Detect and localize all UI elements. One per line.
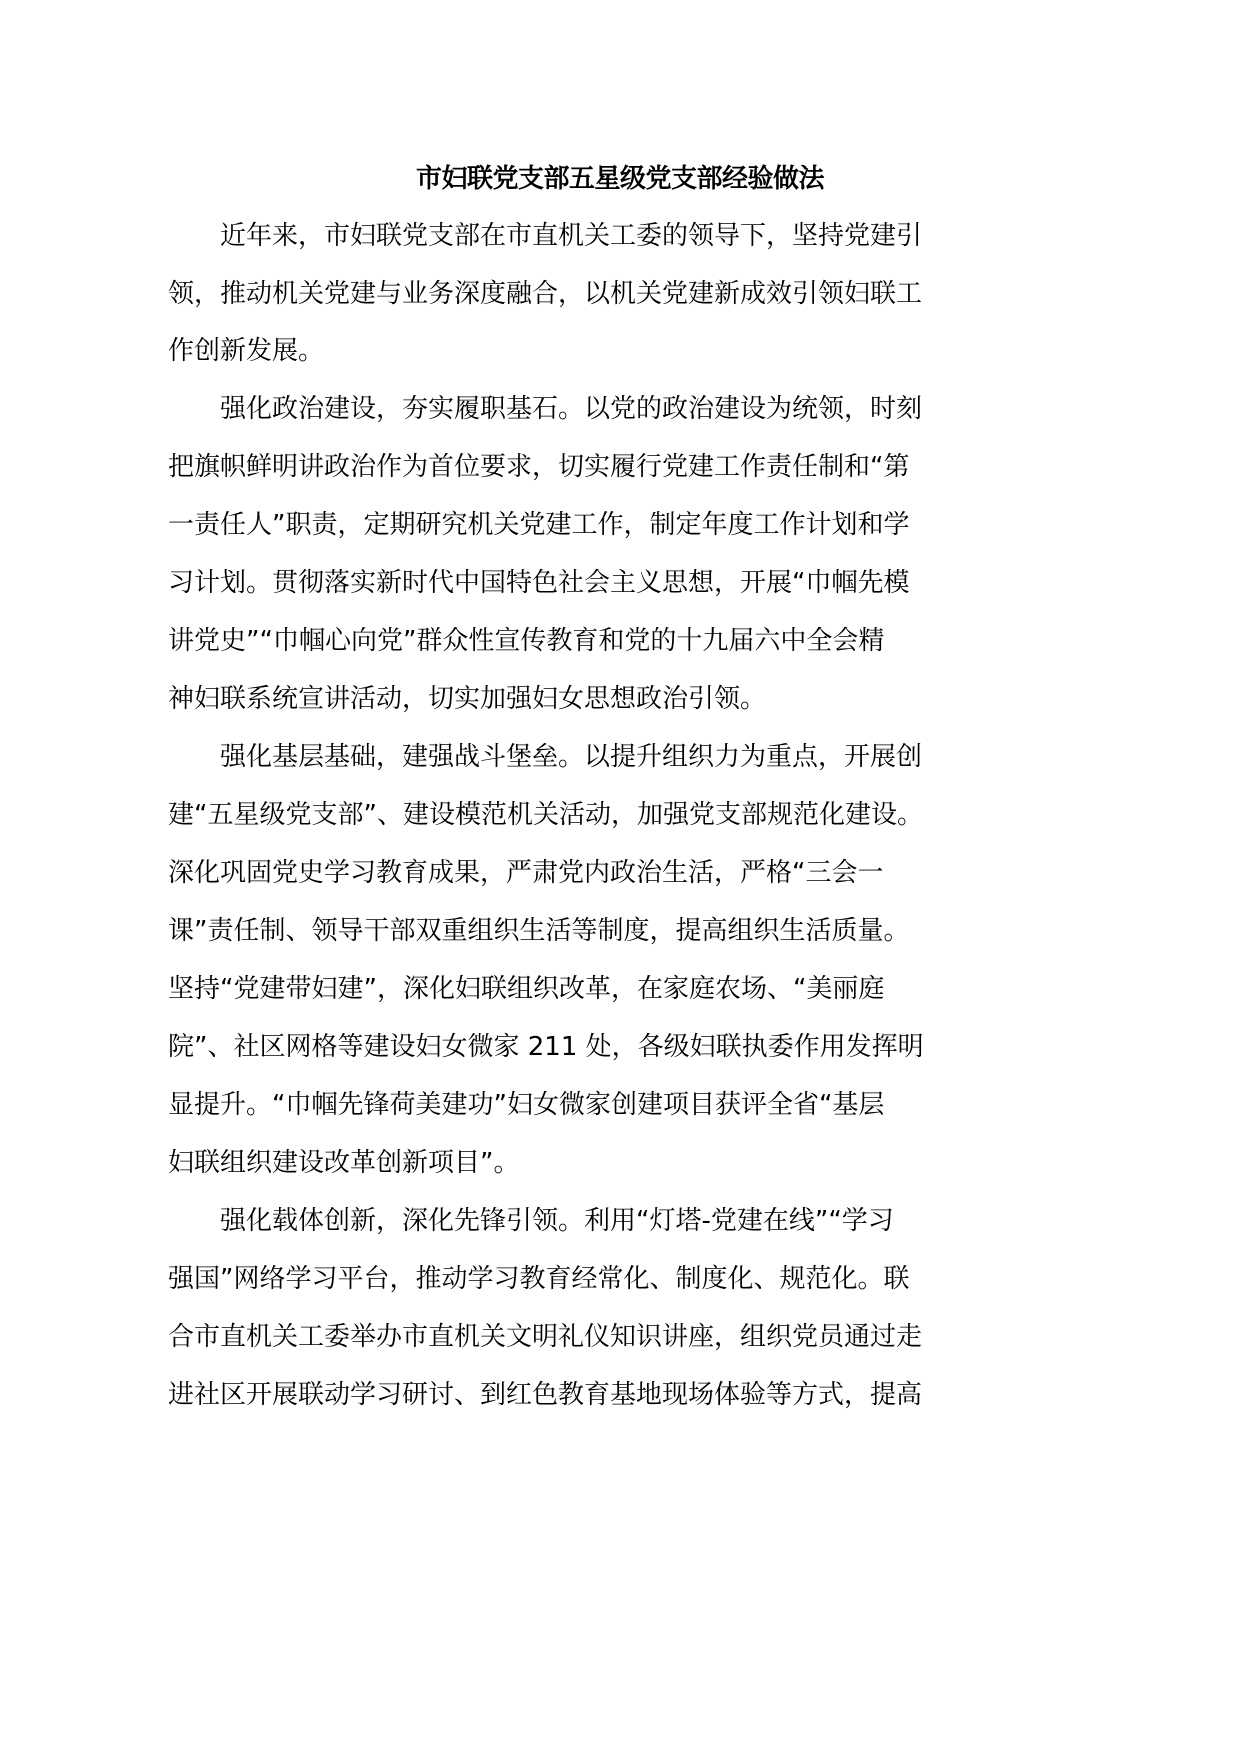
paragraph-2-line-1: 强化政治建设，夯实履职基石。以党的政治建设为统领，时刻 xyxy=(220,394,923,424)
document-title: 市妇联党支部五星级党支部经验做法 xyxy=(415,164,824,194)
paragraph-3-line-7: 显提升。“巾帼先锋荷美建功”妇女微家创建项目获评全省“基层 xyxy=(168,1090,885,1120)
paragraph-1-line-2: 领，推动机关党建与业务深度融合，以机关党建新成效引领妇联工 xyxy=(168,279,923,309)
paragraph-2-line-4: 习计划。贯彻落实新时代中国特色社会主义思想，开展“巾帼先模 xyxy=(168,568,910,598)
paragraph-1-line-1: 近年来，市妇联党支部在市直机关工委的领导下，坚持党建引 xyxy=(220,221,923,251)
paragraph-3-line-8: 妇联组织建设改革创新项目”。 xyxy=(168,1148,520,1178)
paragraph-2-line-5: 讲党史”“巾帼心向党”群众性宣传教育和党的十九届六中全会精 xyxy=(168,626,885,656)
paragraph-1-line-3: 作创新发展。 xyxy=(168,336,325,366)
paragraph-2-line-6: 神妇联系统宣讲活动，切实加强妇女思想政治引领。 xyxy=(168,684,767,714)
paragraph-3-line-5: 坚持“党建带妇建”，深化妇联组织改革，在家庭农场、“美丽庭 xyxy=(168,974,885,1004)
paragraph-4-line-4: 进社区开展联动学习研讨、到红色教育基地现场体验等方式，提高 xyxy=(168,1380,923,1410)
paragraph-4-line-1: 强化载体创新，深化先锋引领。利用“灯塔-党建在线”“学习 xyxy=(220,1206,894,1236)
paragraph-4-line-3: 合市直机关工委举办市直机关文明礼仪知识讲座，组织党员通过走 xyxy=(168,1322,923,1352)
paragraph-3-line-4: 课”责任制、领导干部双重组织生活等制度，提高组织生活质量。 xyxy=(168,916,910,946)
paragraph-4-line-2: 强国”网络学习平台，推动学习教育经常化、制度化、规范化。联 xyxy=(168,1264,910,1294)
paragraph-2-line-3: 一责任人”职责，定期研究机关党建工作，制定年度工作计划和学 xyxy=(168,510,910,540)
paragraph-2-line-2: 把旗帜鲜明讲政治作为首位要求，切实履行党建工作责任制和“第 xyxy=(168,452,910,482)
paragraph-3-line-3: 深化巩固党史学习教育成果，严肃党内政治生活，严格“三会一 xyxy=(168,858,884,888)
paragraph-3-line-2: 建“五星级党支部”、建设模范机关活动，加强党支部规范化建设。 xyxy=(168,800,923,830)
paragraph-3-line-6: 院”、社区网格等建设妇女微家 211 处，各级妇联执委作用发挥明 xyxy=(168,1032,924,1062)
paragraph-3-line-1: 强化基层基础，建强战斗堡垒。以提升组织力为重点，开展创 xyxy=(220,742,923,772)
